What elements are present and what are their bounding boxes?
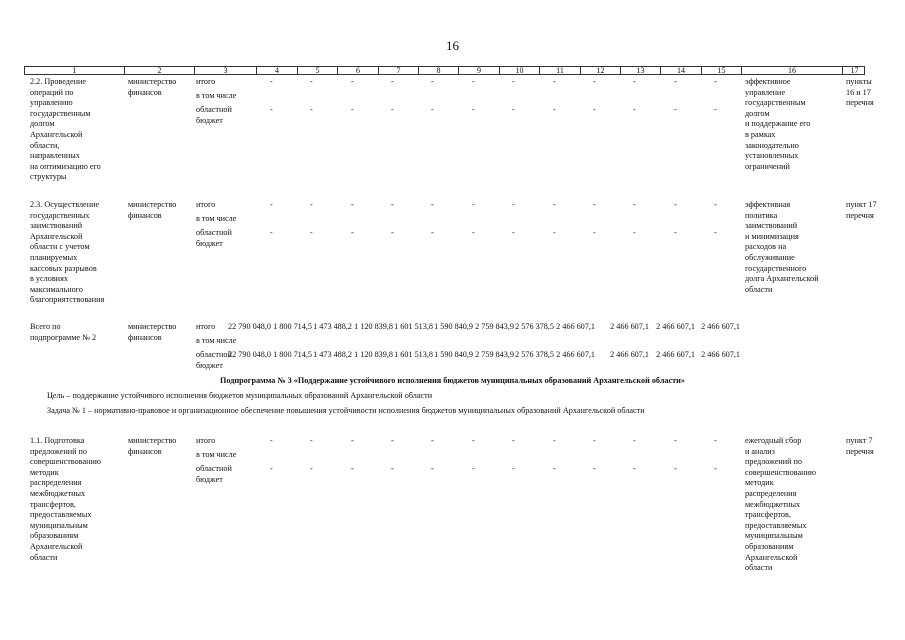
empty-value-dash: - — [351, 77, 354, 86]
total-value-cell: 2 576 378,5 — [515, 322, 554, 331]
header-col-5: 5 — [297, 66, 337, 75]
header-col-17: 17 — [842, 66, 866, 75]
total-value-cell: 1 473 488,2 — [313, 350, 352, 359]
empty-value-dash: - — [714, 200, 717, 209]
empty-value-dash: - — [674, 436, 677, 445]
total-value-cell: 1 120 839,8 — [354, 322, 393, 331]
empty-value-dash: - — [270, 200, 273, 209]
empty-value-dash: - — [351, 436, 354, 445]
header-col-4: 4 — [256, 66, 297, 75]
total-value-cell: 1 590 840,9 — [434, 350, 473, 359]
empty-value-dash: - — [310, 200, 313, 209]
total-value-cell: 2 759 843,9 — [475, 350, 514, 359]
empty-value-dash: - — [472, 464, 475, 473]
header-col-15: 15 — [701, 66, 741, 75]
empty-value-dash: - — [512, 464, 515, 473]
empty-value-dash: - — [310, 105, 313, 114]
row-2-3-link: пункт 17 перечня — [846, 200, 877, 220]
empty-value-dash: - — [674, 105, 677, 114]
total-value-cell: 2 466 607,1 — [610, 322, 649, 331]
empty-value-dash: - — [674, 200, 677, 209]
empty-value-dash: - — [593, 200, 596, 209]
empty-value-dash: - — [391, 105, 394, 114]
total-value-cell: 2 466 607,1 — [701, 350, 740, 359]
row-1-1-source-budget: областной бюджет — [196, 464, 232, 484]
total-value-cell: 1 473 488,2 — [313, 322, 352, 331]
empty-value-dash: - — [714, 436, 717, 445]
empty-value-dash: - — [391, 436, 394, 445]
empty-value-dash: - — [633, 77, 636, 86]
total-value-cell: 2 466 607,1 — [556, 350, 595, 359]
empty-value-dash: - — [351, 228, 354, 237]
row-2-3-source-total: итого — [196, 200, 216, 209]
row-2-3-name: 2.3. Осуществление государственных заимствований Архангельской области с учетом планируемых кассовых разрывов в условиях максимального благоприятствования — [30, 200, 105, 305]
header-col-16: 16 — [741, 66, 842, 75]
empty-value-dash: - — [593, 464, 596, 473]
empty-value-dash: - — [310, 228, 313, 237]
empty-value-dash: - — [431, 77, 434, 86]
row-2-2-executor: министерство финансов — [128, 77, 177, 97]
row-2-2-source-budget: областной бюджет — [196, 105, 232, 125]
empty-value-dash: - — [512, 105, 515, 114]
row-2-2-source-incl: в том числе — [196, 91, 237, 100]
row-2-3-executor: министерство финансов — [128, 200, 177, 220]
empty-value-dash: - — [431, 464, 434, 473]
total-value-cell: 1 800 714,5 — [273, 322, 312, 331]
empty-value-dash: - — [553, 105, 556, 114]
empty-value-dash: - — [351, 105, 354, 114]
row-1-1-name: 1.1. Подготовка предложений по совершенствованию методик распределения межбюджетных трансфертов, предоставляемых муниципальным образованиям Архангельской области — [30, 436, 101, 562]
empty-value-dash: - — [431, 105, 434, 114]
empty-value-dash: - — [391, 77, 394, 86]
header-col-13: 13 — [620, 66, 660, 75]
empty-value-dash: - — [714, 105, 717, 114]
empty-value-dash: - — [472, 77, 475, 86]
empty-value-dash: - — [633, 200, 636, 209]
subprogram-3-title: Подпрограмма № 3 «Поддержание устойчивого исполнения бюджетов муниципальных образований Архангельской области» — [220, 376, 685, 385]
empty-value-dash: - — [512, 200, 515, 209]
empty-value-dash: - — [674, 77, 677, 86]
empty-value-dash: - — [472, 228, 475, 237]
empty-value-dash: - — [553, 436, 556, 445]
empty-value-dash: - — [553, 200, 556, 209]
total-value-cell: 22 790 048,0 — [228, 350, 271, 359]
empty-value-dash: - — [270, 105, 273, 114]
empty-value-dash: - — [351, 200, 354, 209]
total-value-cell: 1 590 840,9 — [434, 322, 473, 331]
total-value-cell: 1 800 714,5 — [273, 350, 312, 359]
empty-value-dash: - — [270, 228, 273, 237]
empty-value-dash: - — [633, 228, 636, 237]
header-col-12: 12 — [580, 66, 620, 75]
total-value-cell: 2 466 607,1 — [656, 350, 695, 359]
total-value-cell: 1 601 513,8 — [394, 322, 433, 331]
total-value-cell: 2 466 607,1 — [701, 322, 740, 331]
empty-value-dash: - — [472, 436, 475, 445]
empty-value-dash: - — [674, 228, 677, 237]
empty-value-dash: - — [270, 464, 273, 473]
empty-value-dash: - — [391, 228, 394, 237]
row-2-2-result: эффективное управление государственным долгом и поддержание его в рамках законодательно установленных ограничений — [745, 77, 811, 171]
empty-value-dash: - — [270, 436, 273, 445]
total-value-cell: 22 790 048,0 — [228, 322, 271, 331]
empty-value-dash: - — [512, 436, 515, 445]
total-value-cell: 2 576 378,5 — [515, 350, 554, 359]
empty-value-dash: - — [553, 77, 556, 86]
row-2-3-source-incl: в том числе — [196, 214, 237, 223]
total-row-executor: министерство финансов — [128, 322, 177, 342]
empty-value-dash: - — [391, 464, 394, 473]
row-2-2-name: 2.2. Проведение операций по управлению государственным долгом Архангельской области, направленных на оптимизацию его структуры — [30, 77, 101, 182]
header-col-9: 9 — [458, 66, 499, 75]
empty-value-dash: - — [633, 436, 636, 445]
total-value-cell: 1 120 839,8 — [354, 350, 393, 359]
header-col-7: 7 — [378, 66, 418, 75]
empty-value-dash: - — [714, 464, 717, 473]
header-col-11: 11 — [539, 66, 580, 75]
empty-value-dash: - — [310, 77, 313, 86]
total-value-cell: 1 601 513,8 — [394, 350, 433, 359]
empty-value-dash: - — [714, 77, 717, 86]
empty-value-dash: - — [431, 436, 434, 445]
row-2-3-source-budget: областной бюджет — [196, 228, 232, 248]
row-2-3-result: эффективная политика заимствований и минимизация расходов на обслуживание государственного долга Архангельской области — [745, 200, 819, 294]
empty-value-dash: - — [553, 228, 556, 237]
empty-value-dash: - — [633, 105, 636, 114]
subprogram-3-task: Задача № 1 – нормативно-правовое и организационное обеспечение повышения устойчивости исполнения бюджетов муниципальных образований Архангельской области — [47, 406, 645, 415]
total-value-cell: 2 466 607,1 — [656, 322, 695, 331]
total-row-source-total: итого — [196, 322, 216, 331]
empty-value-dash: - — [593, 77, 596, 86]
empty-value-dash: - — [472, 200, 475, 209]
total-value-cell: 2 466 607,1 — [556, 322, 595, 331]
total-value-cell: 2 759 843,9 — [475, 322, 514, 331]
empty-value-dash: - — [270, 77, 273, 86]
total-row-source-budget: областной бюджет — [196, 350, 232, 370]
empty-value-dash: - — [553, 464, 556, 473]
total-row-name: Всего по подпрограмме № 2 — [30, 322, 97, 342]
row-2-2-source-total: итого — [196, 77, 216, 86]
total-value-cell: 2 466 607,1 — [610, 350, 649, 359]
empty-value-dash: - — [351, 464, 354, 473]
subprogram-3-goal: Цель – поддержание устойчивого исполнения бюджетов муниципальных образований Архангельской области — [47, 391, 433, 400]
empty-value-dash: - — [310, 464, 313, 473]
empty-value-dash: - — [714, 228, 717, 237]
row-1-1-link: пункт 7 перечня — [846, 436, 874, 456]
total-row-source-incl: в том числе — [196, 336, 237, 345]
empty-value-dash: - — [593, 105, 596, 114]
empty-value-dash: - — [472, 105, 475, 114]
empty-value-dash: - — [391, 200, 394, 209]
empty-value-dash: - — [593, 228, 596, 237]
row-1-1-source-total: итого — [196, 436, 216, 445]
empty-value-dash: - — [674, 464, 677, 473]
header-col-8: 8 — [418, 66, 458, 75]
row-1-1-executor: министерство финансов — [128, 436, 177, 456]
header-col-14: 14 — [660, 66, 701, 75]
header-col-3: 3 — [194, 66, 256, 75]
empty-value-dash: - — [431, 200, 434, 209]
table-header-row — [24, 66, 865, 75]
empty-value-dash: - — [512, 77, 515, 86]
empty-value-dash: - — [431, 228, 434, 237]
empty-value-dash: - — [633, 464, 636, 473]
header-col-1: 1 — [72, 66, 77, 75]
empty-value-dash: - — [512, 228, 515, 237]
header-col-2: 2 — [124, 66, 194, 75]
row-2-2-link: пункты 16 и 17 перечня — [846, 77, 874, 108]
row-1-1-result: ежегодный сбор и анализ предложений по совершенствованию методик распределения межбюджетных трансфертов, предоставляемых муниципальным образованиям Архангельской области — [745, 436, 816, 573]
empty-value-dash: - — [310, 436, 313, 445]
page-number: 16 — [446, 38, 459, 53]
row-1-1-source-incl: в том числе — [196, 450, 237, 459]
empty-value-dash: - — [593, 436, 596, 445]
header-col-10: 10 — [499, 66, 539, 75]
header-col-6: 6 — [337, 66, 378, 75]
